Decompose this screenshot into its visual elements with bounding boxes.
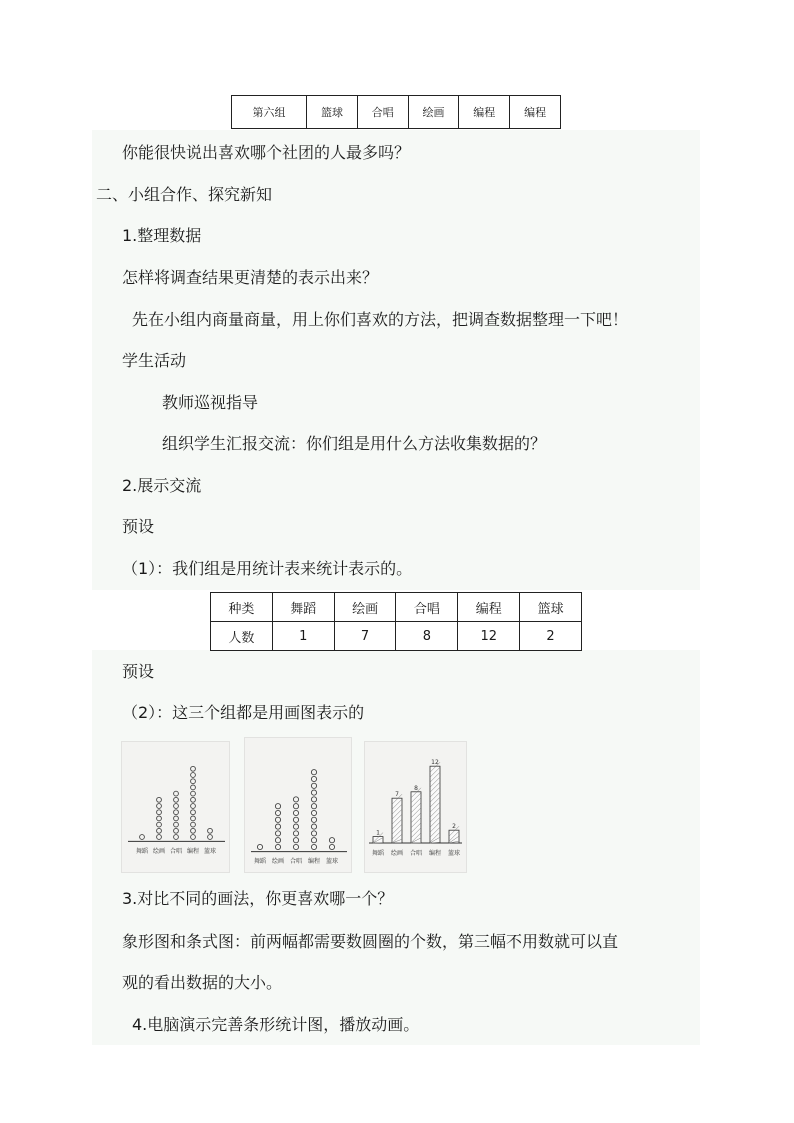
circle-drawing-photo-1 <box>121 741 230 873</box>
step-heading: 4.电脑演示完善条形统计图，播放动画。 <box>132 1015 420 1034</box>
data-circle <box>174 797 179 802</box>
value-label: 7 <box>395 791 399 799</box>
data-circle <box>275 817 280 822</box>
table-header: 舞蹈 <box>272 593 334 622</box>
data-circle <box>293 804 298 809</box>
data-circle <box>311 817 316 822</box>
data-circle <box>174 791 179 796</box>
paragraph: （2）：这三个组都是用画图表示的 <box>122 703 365 722</box>
data-circle <box>208 828 213 833</box>
data-circle <box>275 831 280 836</box>
paragraph: 教师巡视指导 <box>162 393 259 412</box>
data-circle <box>329 844 334 849</box>
value-label: 1 <box>376 829 380 837</box>
table-header: 合唱 <box>396 593 458 622</box>
data-circle <box>293 824 298 829</box>
data-circle <box>191 835 196 840</box>
data-circle <box>311 824 316 829</box>
data-circle <box>275 810 280 815</box>
table-header: 绘画 <box>334 593 396 622</box>
category-label: 绘画 <box>152 848 166 855</box>
data-circle <box>191 797 196 802</box>
category-label: 编程 <box>186 848 200 855</box>
table-cell: 编程 <box>510 96 561 129</box>
category-label: 舞蹈 <box>371 850 385 857</box>
table-cell: 合唱 <box>357 96 408 129</box>
data-circle <box>157 810 162 815</box>
statistics-table <box>210 592 582 651</box>
category-label: 绘画 <box>390 850 404 857</box>
table-cell: 7 <box>334 622 396 651</box>
bar-drawing-photo <box>364 741 467 873</box>
data-circle <box>311 783 316 788</box>
data-circle <box>311 776 316 781</box>
data-circle <box>157 828 162 833</box>
data-circle <box>174 822 179 827</box>
data-circle <box>157 835 162 840</box>
circle-drawing-photo-2 <box>244 737 352 873</box>
bar <box>449 830 459 843</box>
data-circle <box>191 804 196 809</box>
step-heading: 1.整理数据 <box>122 226 202 245</box>
data-circle <box>174 804 179 809</box>
table-cell: 第六组 <box>232 96 307 129</box>
value-label: 2 <box>452 823 456 831</box>
data-circle <box>311 804 316 809</box>
data-circle <box>275 804 280 809</box>
table-cell: 2 <box>520 622 582 651</box>
paragraph: 观的看出数据的大小。 <box>122 973 283 992</box>
table-cell: 8 <box>396 622 458 651</box>
step-heading: 3.对比不同的画法，你更喜欢哪一个？ <box>122 889 394 908</box>
category-label: 绘画 <box>271 858 285 865</box>
data-circle <box>208 835 213 840</box>
table-row <box>211 593 582 622</box>
data-circle <box>293 797 298 802</box>
data-circle <box>293 817 298 822</box>
paragraph: 先在小组内商量商量，用上你们喜欢的方法，把调查数据整理一下吧！ <box>132 310 629 329</box>
category-label: 合唱 <box>169 848 183 855</box>
data-circle <box>191 822 196 827</box>
data-circle <box>257 844 262 849</box>
data-circle <box>275 838 280 843</box>
data-circle <box>174 816 179 821</box>
data-circle <box>157 804 162 809</box>
group-six-table <box>231 95 561 129</box>
data-circle <box>293 844 298 849</box>
data-circle <box>293 810 298 815</box>
data-circle <box>174 835 179 840</box>
section-heading: 二、小组合作、探究新知 <box>96 185 273 204</box>
data-circle <box>191 791 196 796</box>
bar <box>430 766 440 843</box>
category-label: 篮球 <box>447 850 461 857</box>
data-circle <box>275 824 280 829</box>
data-circle <box>191 816 196 821</box>
data-circle <box>329 838 334 843</box>
table-cell: 编程 <box>459 96 510 129</box>
data-circle <box>311 810 316 815</box>
category-label: 编程 <box>307 858 321 865</box>
value-label: 8 <box>414 784 418 792</box>
data-circle <box>311 831 316 836</box>
circle-pictogram <box>245 738 351 872</box>
category-label: 篮球 <box>203 848 217 855</box>
category-label: 合唱 <box>409 850 423 857</box>
table-cell: 篮球 <box>307 96 358 129</box>
paragraph: 组织学生汇报交流：你们组是用什么方法收集数据的？ <box>162 434 547 453</box>
data-circle <box>140 835 145 840</box>
table-row <box>232 96 561 129</box>
table-cell: 绘画 <box>408 96 459 129</box>
data-circle <box>191 766 196 771</box>
category-label: 舞蹈 <box>135 848 149 855</box>
data-circle <box>275 844 280 849</box>
paragraph: 怎样将调查结果更清楚的表示出来？ <box>122 268 379 287</box>
data-circle <box>311 797 316 802</box>
data-circle <box>191 779 196 784</box>
paragraph: 学生活动 <box>122 351 187 370</box>
data-circle <box>293 831 298 836</box>
table-header: 种类 <box>211 593 273 622</box>
data-circle <box>174 810 179 815</box>
question-text: 你能很快说出喜欢哪个社团的人最多吗？ <box>122 143 411 162</box>
category-label: 篮球 <box>325 858 339 865</box>
table-row <box>211 622 582 651</box>
data-circle <box>191 810 196 815</box>
data-circle <box>174 828 179 833</box>
table-header: 篮球 <box>520 593 582 622</box>
data-circle <box>311 770 316 775</box>
hand-drawn-bar-chart <box>365 742 466 872</box>
data-circle <box>311 844 316 849</box>
data-circle <box>157 822 162 827</box>
data-circle <box>191 773 196 778</box>
category-label: 合唱 <box>289 858 303 865</box>
table-header: 编程 <box>458 593 520 622</box>
table-cell: 1 <box>272 622 334 651</box>
paragraph: 预设 <box>122 517 155 536</box>
data-circle <box>191 828 196 833</box>
category-label: 舞蹈 <box>253 858 267 865</box>
table-cell: 12 <box>458 622 520 651</box>
category-label: 编程 <box>428 850 442 857</box>
paragraph: 象形图和条式图：前两幅都需要数圆圈的个数，第三幅不用数就可以直 <box>122 932 619 951</box>
step-heading: 2.展示交流 <box>122 476 202 495</box>
data-circle <box>191 785 196 790</box>
table-cell: 人数 <box>211 622 273 651</box>
paragraph: （1）：我们组是用统计表来统计表示的。 <box>122 559 413 578</box>
value-label: 12 <box>431 759 439 767</box>
data-circle <box>311 838 316 843</box>
circle-pictogram <box>122 742 229 872</box>
data-circle <box>311 790 316 795</box>
paragraph: 预设 <box>122 662 155 681</box>
data-circle <box>157 797 162 802</box>
data-circle <box>293 838 298 843</box>
data-circle <box>157 816 162 821</box>
